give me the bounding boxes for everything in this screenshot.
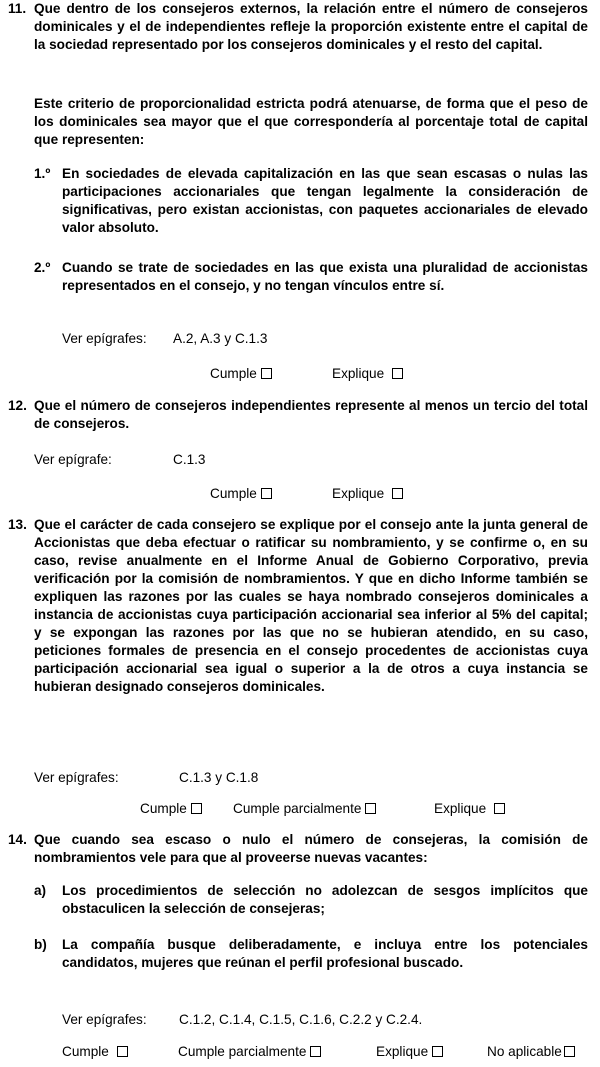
recommendation-14 <box>8 831 588 867</box>
recommendation-11-paragraph: Este criterio de proporcionalidad estricta podrá atenuarse, de forma que el peso de los dominicales sea mayor que el que correspondería al porcentaje total de capital que representen: <box>34 96 588 147</box>
option-label: Cumple <box>210 486 257 501</box>
reference-label: Ver epígrafe: <box>34 452 112 467</box>
option-label: Explique <box>332 366 385 381</box>
recommendation-number: 11. <box>8 1 27 16</box>
sub-item-2 <box>34 259 588 295</box>
reference-row-14 <box>62 1012 423 1028</box>
sub-item-b <box>34 936 588 972</box>
reference-label: Ver epígrafes: <box>62 1012 147 1027</box>
checkbox-icon[interactable] <box>494 803 505 814</box>
option-cumple-13[interactable] <box>140 801 202 817</box>
reference-value: A.2, A.3 y C.1.3 <box>173 331 268 346</box>
sub-item-number: 1.º <box>34 166 51 181</box>
reference-row-12 <box>34 452 206 468</box>
option-cumple-12[interactable] <box>210 486 272 502</box>
checkbox-icon[interactable] <box>564 1046 575 1057</box>
option-explique-13[interactable] <box>434 801 505 817</box>
checkbox-icon[interactable] <box>392 488 403 499</box>
option-explique-11[interactable] <box>332 366 403 382</box>
sub-item-1 <box>34 165 588 237</box>
recommendation-text: Que el carácter de cada consejero se explique por el consejo ante la junta general de Accionistas que deba efectuar o ratificar su nombramiento, y se confirme o, en su caso, revise anualmente en el Informe Anual de Gobierno Corporativo, previa verificación por la comisión de nombramientos. Y que en dicho Informe también se expliquen las razones por las cuales se haya nombrado consejeros dominicales a instancia de accionistas cuya participación accionarial sea inferior al 5% del capital; y se expongan las razones por las que no se hubieran atendido, en su caso, peticiones formales de presencia en el consejo procedentes de accionistas cuya participación accionarial sea igual o superior a la de otros a cuya instancia se hubieran designado consejeros dominicales. <box>34 517 588 694</box>
checkbox-icon[interactable] <box>365 803 376 814</box>
option-label: Cumple <box>62 1044 109 1059</box>
recommendation-number: 13. <box>8 517 27 532</box>
recommendation-text: Que dentro de los consejeros externos, la relación entre el número de consejeros dominicales y el de independientes refleje la proporción existente entre el capital de la sociedad representado por los consejeros dominicales y el resto del capital. <box>34 1 588 52</box>
sub-item-text: La compañía busque deliberadamente, e incluya entre los potenciales candidatos, mujeres que reúnan el perfil profesional buscado. <box>62 937 588 970</box>
option-label: Explique <box>376 1044 429 1059</box>
option-label: Cumple <box>210 366 257 381</box>
option-label: Cumple parcialmente <box>233 801 362 816</box>
option-label: Cumple <box>140 801 187 816</box>
option-label: Explique <box>332 486 385 501</box>
reference-value: C.1.2, C.1.4, C.1.5, C.1.6, C.2.2 y C.2.4. <box>179 1012 423 1027</box>
option-cumple-11[interactable] <box>210 366 272 382</box>
sub-item-number: a) <box>34 883 47 898</box>
option-cumple-parcialmente-13[interactable] <box>233 801 376 817</box>
reference-row-13 <box>34 770 259 786</box>
reference-label: Ver epígrafes: <box>62 331 147 346</box>
checkbox-icon[interactable] <box>432 1046 443 1057</box>
recommendation-13 <box>8 516 588 696</box>
checkbox-icon[interactable] <box>310 1046 321 1057</box>
option-cumple-14[interactable] <box>62 1044 128 1060</box>
sub-item-number: b) <box>34 937 47 952</box>
recommendation-text: Que cuando sea escaso o nulo el número de consejeras, la comisión de nombramientos vele para que al proveerse nuevas vacantes: <box>34 832 588 865</box>
option-no-aplicable-14[interactable] <box>487 1044 575 1060</box>
checkbox-icon[interactable] <box>191 803 202 814</box>
sub-item-a <box>34 882 588 918</box>
checkbox-icon[interactable] <box>261 488 272 499</box>
option-explique-14[interactable] <box>376 1044 443 1060</box>
recommendation-number: 12. <box>8 398 27 413</box>
reference-value: C.1.3 y C.1.8 <box>179 770 259 785</box>
recommendation-number: 14. <box>8 832 27 847</box>
recommendation-text: Que el número de consejeros independientes represente al menos un tercio del total de consejeros. <box>34 398 588 431</box>
checkbox-icon[interactable] <box>392 368 403 379</box>
reference-value: C.1.3 <box>173 452 206 467</box>
sub-item-text: Los procedimientos de selección no adolezcan de sesgos implícitos que obstaculicen la selección de consejeras; <box>62 883 588 916</box>
option-cumple-parcialmente-14[interactable] <box>178 1044 321 1060</box>
recommendation-12 <box>8 397 588 433</box>
sub-item-text: Cuando se trate de sociedades en las que exista una pluralidad de accionistas representados en el consejo, y no tengan vínculos entre sí. <box>62 260 588 293</box>
option-label: Cumple parcialmente <box>178 1044 307 1059</box>
checkbox-icon[interactable] <box>117 1046 128 1057</box>
option-label: No aplicable <box>487 1044 562 1059</box>
sub-item-number: 2.º <box>34 260 51 275</box>
option-label: Explique <box>434 801 487 816</box>
sub-item-text: En sociedades de elevada capitalización en las que sean escasas o nulas las participaciones accionariales que tengan legalmente la consideración de significativas, pero existan accionistas, con paquetes accionariales de elevado valor absoluto. <box>62 166 588 235</box>
checkbox-icon[interactable] <box>261 368 272 379</box>
reference-row-11 <box>62 331 268 347</box>
option-explique-12[interactable] <box>332 486 403 502</box>
reference-label: Ver epígrafes: <box>34 770 119 785</box>
recommendation-11 <box>8 0 588 54</box>
